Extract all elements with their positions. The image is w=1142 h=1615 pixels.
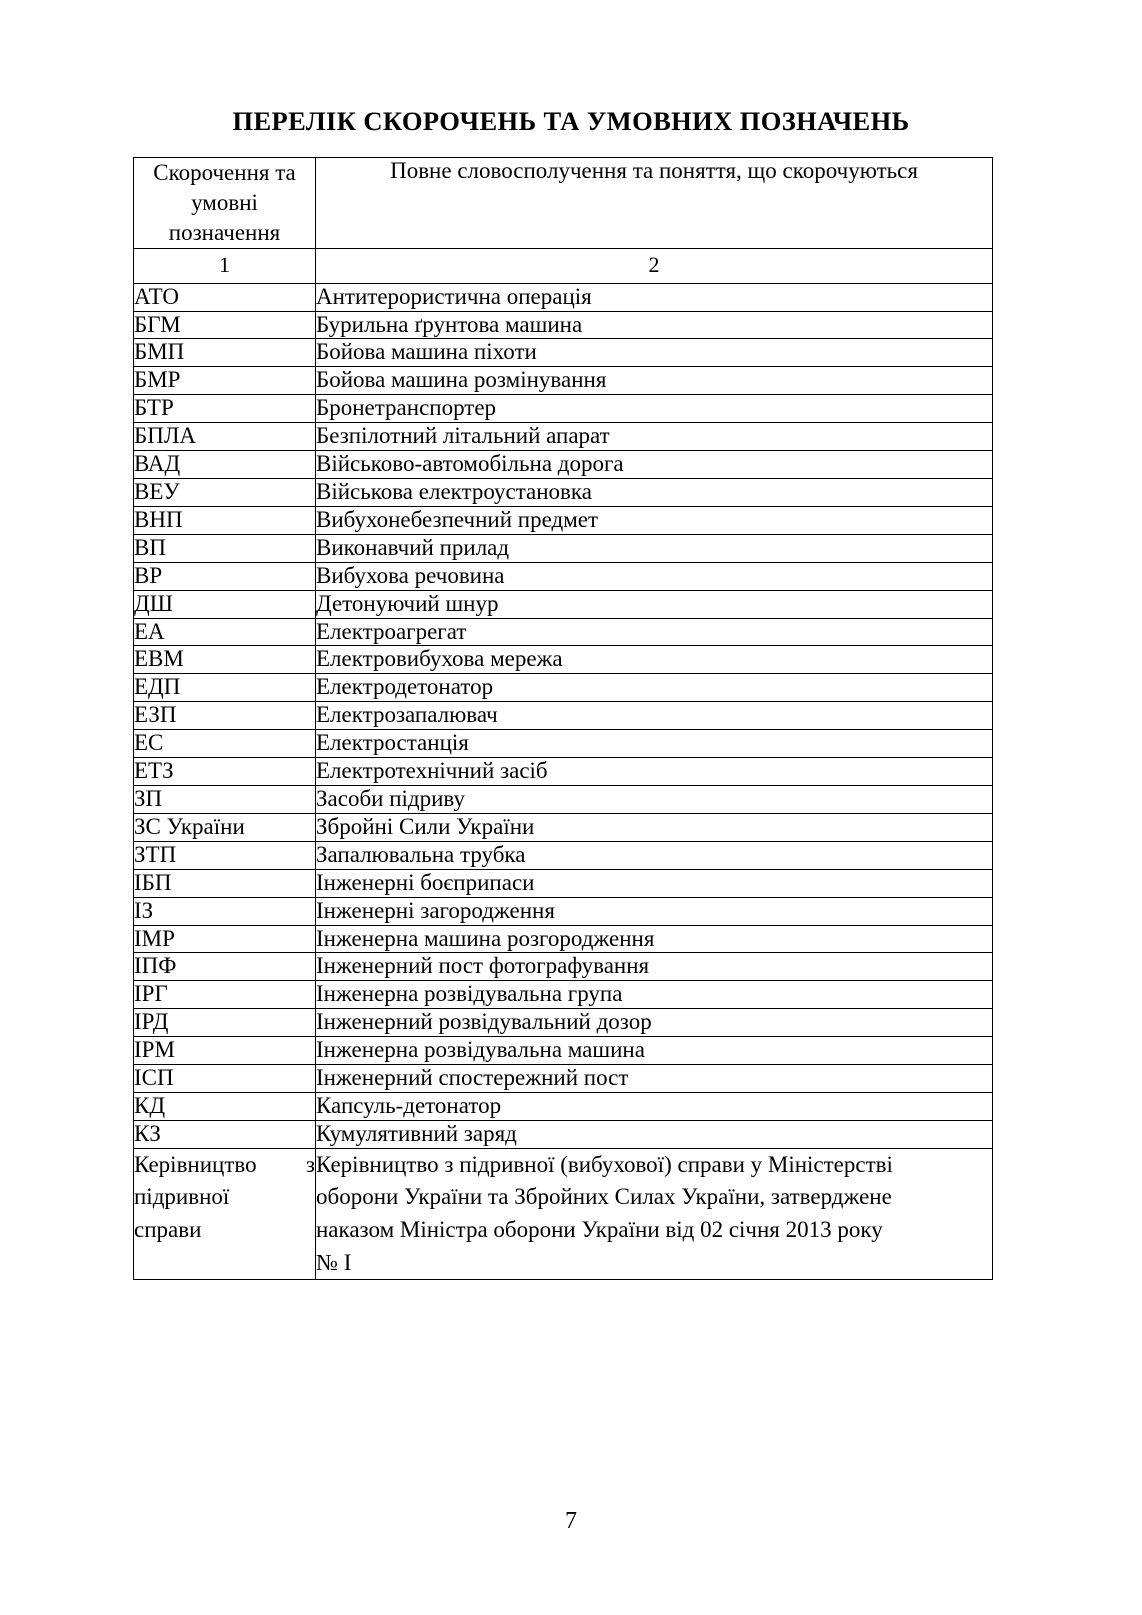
cell-abbreviation: ЗП <box>134 785 316 813</box>
cell-abbreviation <box>134 1148 316 1280</box>
cell-description: Вибухова речовина <box>316 562 993 590</box>
table-row <box>134 423 993 451</box>
cell-description: Виконавчий прилад <box>316 534 993 562</box>
cell-abbreviation: ЕТЗ <box>134 758 316 786</box>
cell-abbreviation: ЕЗП <box>134 702 316 730</box>
cell-abbreviation: ВЕУ <box>134 479 316 507</box>
text-line: оборони України та Збройних Силах України, затверджене <box>316 1184 892 1210</box>
cell-description: Інженерна розвідувальна машина <box>316 1037 993 1065</box>
cell-description: Бойова машина піхоти <box>316 339 993 367</box>
table-row <box>134 367 993 395</box>
cell-description: Електротехнічний засіб <box>316 758 993 786</box>
cell-description: Інженерний розвідувальний дозор <box>316 1009 993 1037</box>
text-line: Керівництво з <box>134 1151 315 1177</box>
cell-description: Інженерна розвідувальна група <box>316 981 993 1009</box>
table-row <box>134 897 993 925</box>
table-header <box>134 158 993 249</box>
cell-abbreviation: ІПФ <box>134 953 316 981</box>
cell-abbreviation: ІЗ <box>134 897 316 925</box>
table-row <box>134 479 993 507</box>
table-body <box>134 248 993 1280</box>
table-row <box>134 702 993 730</box>
cell-description: Військова електроустановка <box>316 479 993 507</box>
cell-description: Електроагрегат <box>316 618 993 646</box>
cell-abbreviation: ЕВМ <box>134 646 316 674</box>
page-title: ПЕРЕЛІК СКОРОЧЕНЬ ТА УМОВНИХ ПОЗНАЧЕНЬ <box>232 106 910 136</box>
cell-description <box>316 1148 993 1280</box>
cell-abbreviation: БМР <box>134 367 316 395</box>
text-line: наказом Міністра оборони України від 02 січня 2013 року <box>316 1217 883 1243</box>
cell-abbreviation: ЕА <box>134 618 316 646</box>
cell-description: Інженерні боєприпаси <box>316 869 993 897</box>
table-row <box>134 1092 993 1120</box>
cell-abbreviation: ІМР <box>134 925 316 953</box>
table-row <box>134 841 993 869</box>
column-number-2: 2 <box>316 248 993 283</box>
cell-abbreviation: ІРМ <box>134 1037 316 1065</box>
cell-description: Бурильна ґрунтова машина <box>316 311 993 339</box>
cell-description: Запалювальна трубка <box>316 841 993 869</box>
table-row <box>134 339 993 367</box>
table-row <box>134 1037 993 1065</box>
table-row <box>134 562 993 590</box>
table-row <box>134 506 993 534</box>
table-row <box>134 869 993 897</box>
table-row <box>134 953 993 981</box>
cell-description: Інженерний пост фотографування <box>316 953 993 981</box>
text-line: підривної <box>134 1184 230 1210</box>
cell-description: Антитерористична операція <box>316 283 993 311</box>
cell-abbreviation: ІРД <box>134 1009 316 1037</box>
table-row <box>134 451 993 479</box>
cell-abbreviation: ЕДП <box>134 674 316 702</box>
table-row <box>134 618 993 646</box>
cell-abbreviation: АТО <box>134 283 316 311</box>
cell-abbreviation: БПЛА <box>134 423 316 451</box>
table-header-row <box>134 158 993 249</box>
table-row-multiline <box>134 1148 993 1280</box>
table-row <box>134 1065 993 1093</box>
column-numbering-row <box>134 248 993 283</box>
table-row <box>134 785 993 813</box>
cell-description: Електрозапалювач <box>316 702 993 730</box>
page-number: 7 <box>565 1508 577 1534</box>
cell-abbreviation: ВАД <box>134 451 316 479</box>
text-line: справи <box>134 1217 202 1243</box>
cell-abbreviation: ЗС України <box>134 813 316 841</box>
cell-abbreviation: ЕС <box>134 730 316 758</box>
cell-description: Збройні Сили України <box>316 813 993 841</box>
cell-abbreviation: ІРГ <box>134 981 316 1009</box>
cell-description: Детонуючий шнур <box>316 590 993 618</box>
table-row <box>134 1120 993 1148</box>
abbreviations-table <box>133 157 993 1280</box>
table-row <box>134 813 993 841</box>
cell-description: Бойова машина розмінування <box>316 367 993 395</box>
cell-description: Електродетонатор <box>316 674 993 702</box>
table-row <box>134 730 993 758</box>
table-row <box>134 1009 993 1037</box>
cell-abbreviation: ВР <box>134 562 316 590</box>
cell-abbreviation: БМП <box>134 339 316 367</box>
header-cell-abbreviation: Скорочення та умовні позначення <box>134 158 316 249</box>
text-line: Керівництво з підривної (вибухової) справи у Міністерстві <box>316 1151 893 1177</box>
header-cell-description: Повне словосполучення та поняття, що скорочуються <box>316 158 993 249</box>
cell-description: Безпілотний літальний апарат <box>316 423 993 451</box>
cell-abbreviation: ІБП <box>134 869 316 897</box>
table-row <box>134 311 993 339</box>
cell-abbreviation: КЗ <box>134 1120 316 1148</box>
table-row <box>134 925 993 953</box>
table-row <box>134 534 993 562</box>
cell-abbreviation: КД <box>134 1092 316 1120</box>
cell-description: Військово-автомобільна дорога <box>316 451 993 479</box>
cell-abbreviation: ДШ <box>134 590 316 618</box>
table-row <box>134 395 993 423</box>
table-row <box>134 674 993 702</box>
cell-description: Інженерний спостережний пост <box>316 1065 993 1093</box>
table-row <box>134 590 993 618</box>
table-row <box>134 646 993 674</box>
column-number-1: 1 <box>134 248 316 283</box>
cell-description: Капсуль-детонатор <box>316 1092 993 1120</box>
cell-abbreviation: БТР <box>134 395 316 423</box>
cell-description: Інженерні загородження <box>316 897 993 925</box>
cell-description: Бронетранспортер <box>316 395 993 423</box>
table-row <box>134 758 993 786</box>
table-row <box>134 283 993 311</box>
cell-description: Кумулятивний заряд <box>316 1120 993 1148</box>
cell-abbreviation: ВП <box>134 534 316 562</box>
cell-description: Вибухонебезпечний предмет <box>316 506 993 534</box>
cell-description: Електростанція <box>316 730 993 758</box>
text-line: № І <box>316 1249 352 1275</box>
cell-abbreviation: ВНП <box>134 506 316 534</box>
cell-abbreviation: ІСП <box>134 1065 316 1093</box>
cell-abbreviation: БГМ <box>134 311 316 339</box>
cell-description: Засоби підриву <box>316 785 993 813</box>
cell-abbreviation: ЗТП <box>134 841 316 869</box>
table-row <box>134 981 993 1009</box>
cell-description: Електровибухова мережа <box>316 646 993 674</box>
cell-description: Інженерна машина розгородження <box>316 925 993 953</box>
